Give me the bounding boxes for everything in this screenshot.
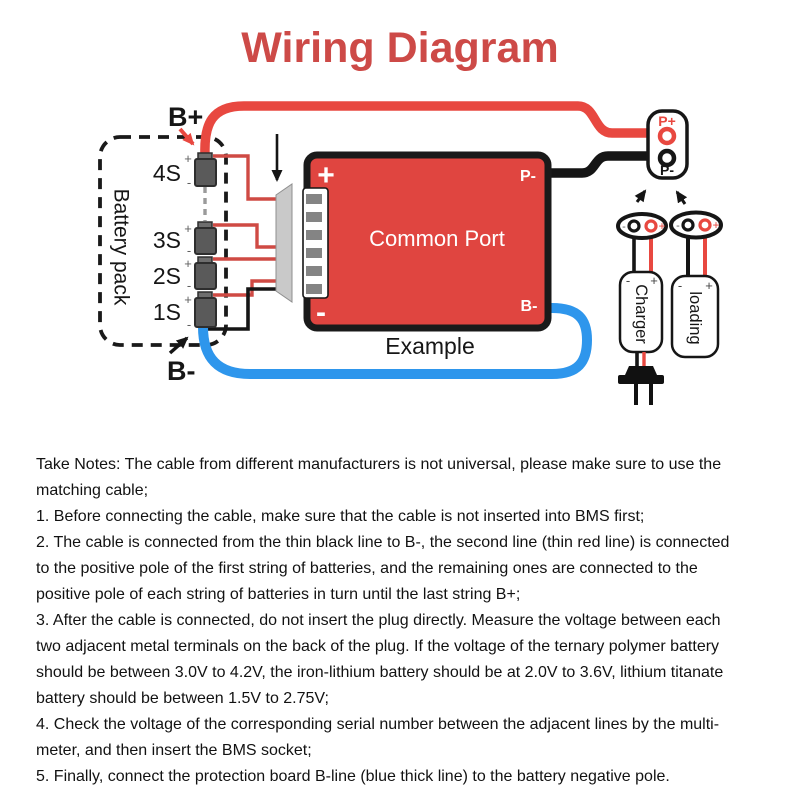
loading-connector-minus: -	[676, 220, 680, 232]
charger-ac-plug	[618, 366, 664, 405]
loading-label: loading	[686, 291, 704, 345]
page-title: Wiring Diagram	[241, 24, 559, 72]
notes-line: Take Notes: The cable from different manufacturers is not universal, please make sure to use the	[36, 456, 722, 473]
cell-4s-plus-mark: +	[184, 151, 192, 166]
wire-p-minus-black	[548, 156, 658, 173]
b-minus-label: B-	[167, 356, 196, 386]
loading-connector-black-pin	[683, 220, 693, 230]
connector-p-minus-label: P-	[660, 162, 674, 178]
cell-1s-minus-mark: -	[186, 317, 192, 332]
bms-b-minus-label: B-	[520, 298, 538, 315]
charger-connector-plus: +	[658, 219, 666, 233]
loading-branch	[671, 213, 721, 358]
loading-box-minus: -	[677, 278, 683, 293]
connector-right-up-arrow	[677, 192, 685, 204]
notes-line: to the positive pole of the first string of batteries, and the remaining ones are connected to the	[36, 560, 698, 577]
connector-left-up-arrow	[637, 191, 645, 202]
charger-label: Charger	[632, 284, 650, 344]
notes-line: 1. Before connecting the cable, make sure that the cable is not inserted into BMS first;	[36, 508, 645, 525]
bms-minus-label: -	[316, 296, 326, 329]
cell-1s-body	[195, 298, 216, 327]
notes-line: two adjacent metal terminals on the back of the plug. If the voltage of the ternary polymer battery	[36, 638, 720, 655]
cell-4s-body	[195, 159, 216, 186]
cell-2s-label: 2S	[152, 263, 181, 289]
notes-line: battery should be between 1.5V to 2.75V;	[36, 690, 329, 707]
connector-p-plus-terminal	[660, 129, 674, 143]
notes-line: positive pole of each string of batteries in turn until the last string B+;	[36, 586, 521, 603]
loading-connector-red-pin	[700, 220, 710, 230]
bms-p-minus-label: P-	[520, 168, 536, 185]
battery-cells	[153, 151, 216, 332]
cell-1s-plus-mark: +	[184, 292, 192, 307]
notes-line: 2. The cable is connected from the thin black line to B-, the second line (thin red line) is connected	[36, 534, 730, 551]
bms-common-port-label: Common Port	[369, 226, 505, 251]
balance-plug	[276, 184, 292, 302]
charger-branch	[618, 214, 666, 405]
connector-p-plus-label: P+	[658, 113, 676, 129]
notes-line: matching cable;	[36, 482, 149, 499]
wire-b-plus-red	[205, 106, 659, 154]
cell-3s-minus-mark: -	[186, 243, 192, 258]
cell-3s-body	[195, 228, 216, 254]
charger-box-minus: -	[625, 273, 631, 288]
cell-2s	[153, 256, 216, 293]
b-plus-label: B+	[168, 102, 204, 132]
example-label: Example	[385, 333, 475, 359]
notes-line: 4. Check the voltage of the corresponding serial number between the adjacent lines by the multi-	[36, 716, 720, 733]
charger-connector-minus: -	[622, 221, 626, 233]
loading-connector-plus: +	[712, 218, 720, 232]
cell-3s-label: 3S	[152, 227, 181, 253]
cell-4s	[153, 151, 216, 190]
cell-4s-label: 4S	[152, 160, 181, 186]
bms-socket	[303, 188, 328, 298]
cell-3s	[153, 221, 216, 258]
notes-line: meter, and then insert the BMS socket;	[36, 742, 312, 759]
loading-box-plus: +	[705, 278, 713, 293]
charger-connector-red-pin	[646, 221, 656, 231]
cell-2s-plus-mark: +	[184, 256, 192, 271]
bms-plus-label: +	[317, 159, 335, 192]
bms-board	[303, 155, 548, 329]
cell-3s-plus-mark: +	[184, 221, 192, 236]
notes-line: should be between 3.0V to 4.2V, the iron-lithium battery should be at 2.0V to 3.6V, lithium titanate	[36, 664, 724, 681]
balance-wire-3s	[213, 225, 277, 247]
cell-2s-body	[195, 263, 216, 289]
take-notes-text	[36, 452, 776, 790]
notes-line: 5. Finally, connect the protection board B-line (blue thick line) to the battery negative pole.	[36, 768, 670, 785]
balance-wire-4s	[213, 156, 277, 199]
cell-1s	[153, 292, 216, 332]
cell-4s-minus-mark: -	[186, 175, 192, 190]
battery-pack-label: Battery pack	[109, 188, 133, 306]
charger-box-plus: +	[650, 273, 658, 288]
charger-connector-black-pin	[629, 221, 639, 231]
cell-2s-minus-mark: -	[186, 278, 192, 293]
cell-1s-label: 1S	[152, 299, 181, 325]
notes-line: 3. After the cable is connected, do not insert the plug directly. Measure the voltage between each	[36, 612, 721, 629]
